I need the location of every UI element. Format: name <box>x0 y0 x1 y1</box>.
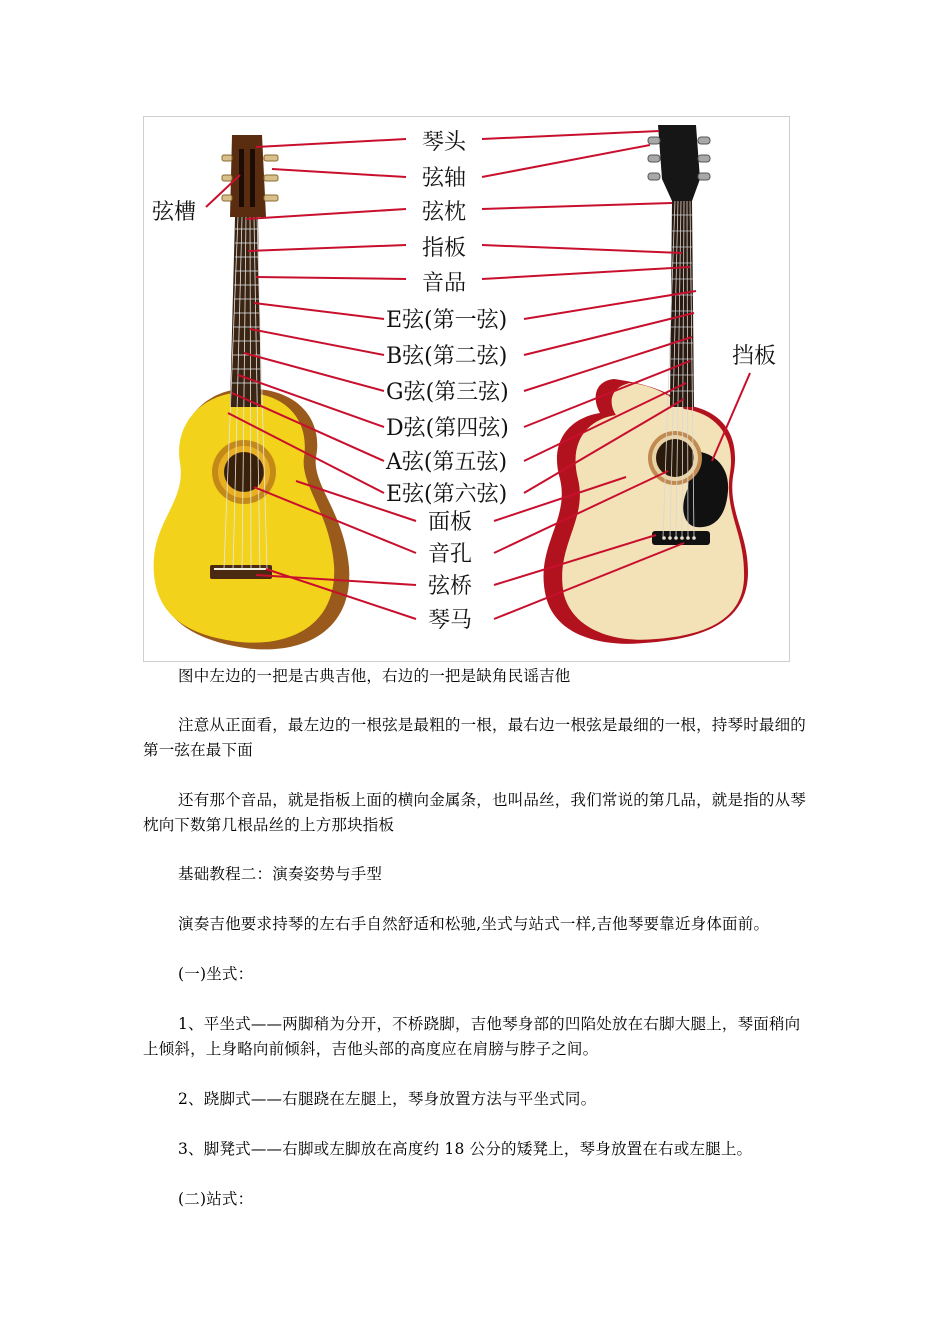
label-soundhole: 音孔 <box>428 542 473 567</box>
guitar-parts-figure <box>143 116 790 662</box>
label-string4: D弦(第四弦) <box>386 416 509 441</box>
leader-head-left <box>256 139 406 147</box>
label-string6: E弦(第六弦) <box>386 482 508 507</box>
paragraph-standing-heading: (二)站式： <box>178 1190 254 1208</box>
paragraph-seated-heading: (一)坐式： <box>178 965 254 983</box>
label-string5: A弦(第五弦) <box>386 450 508 475</box>
label-fingerboard: 指板 <box>422 236 467 261</box>
paragraph-string-order: 注意从正面看，最左边的一根弦是最粗的一根，最右边一根弦是最细的一根，持琴时最细的第一弦在最下面 <box>143 716 807 759</box>
leader-nut-left <box>246 209 406 219</box>
leader-fingerboard-right <box>482 245 682 253</box>
classical-slot-right <box>250 149 255 207</box>
label-tuners: 弦轴 <box>422 166 467 191</box>
paragraph-fret-explanation: 还有那个音品，就是指板上面的横向金属条，也叫品丝，我们常说的第几品，就是指的从琴枕向下数第几根品丝的上方那块指板 <box>143 791 807 834</box>
leader-string1-left <box>254 303 384 319</box>
label-pickguard: 挡板 <box>732 344 777 369</box>
folk-soundhole <box>656 439 694 477</box>
classical-slot-left <box>239 149 244 207</box>
label-frets: 音品 <box>422 271 467 296</box>
paragraph-posture-intro: 演奏吉他要求持琴的左右手自然舒适和松驰,坐式与站式一样,吉他琴要靠近身体面前。 <box>178 915 770 933</box>
label-string1: E弦(第一弦) <box>386 308 508 333</box>
leader-string2-right <box>524 313 694 355</box>
label-string3: G弦(第三弦) <box>386 380 509 405</box>
paragraph-caption: 图中左边的一把是古典吉他，右边的一把是缺角民谣吉他 <box>178 667 571 685</box>
leader-tuners-right <box>482 145 650 177</box>
paragraph-footstool: 3、脚凳式——右脚或左脚放在高度约 18 公分的矮凳上，琴身放置在右或左腿上。 <box>178 1140 753 1158</box>
leader-fingerboard-left <box>248 245 406 251</box>
label-nut: 弦枕 <box>422 200 467 225</box>
label-slot: 弦槽 <box>152 200 197 225</box>
label-top: 面板 <box>428 510 473 535</box>
leader-head-right <box>482 131 659 139</box>
leader-frets-left <box>256 277 406 279</box>
guitar-diagram <box>144 117 790 662</box>
paragraph-cross-leg: 2、跷脚式——右腿跷在左腿上，琴身放置方法与平坐式同。 <box>178 1090 597 1108</box>
leader-string2-left <box>250 329 384 355</box>
leader-frets-right <box>482 267 690 279</box>
label-saddle: 琴马 <box>428 608 473 633</box>
leader-string1-right <box>524 291 696 319</box>
paragraph-lesson-heading: 基础教程二：演奏姿势与手型 <box>178 865 383 883</box>
folk-headstock <box>658 125 700 201</box>
folk-guitar <box>544 125 748 644</box>
leader-tuners-left <box>272 169 406 177</box>
leader-nut-right <box>482 203 672 209</box>
label-bridge: 弦桥 <box>428 574 473 599</box>
label-head: 琴头 <box>422 130 467 155</box>
label-string2: B弦(第二弦) <box>386 344 508 369</box>
paragraph-flat-seat: 1、平坐式——两脚稍为分开，不桥跷脚，吉他琴身部的凹陷处放在右脚大腿上，琴面稍向上倾斜，上身略向前倾斜，吉他头部的高度应在肩膀与脖子之间。 <box>143 1015 801 1058</box>
classical-bridge <box>210 565 272 579</box>
